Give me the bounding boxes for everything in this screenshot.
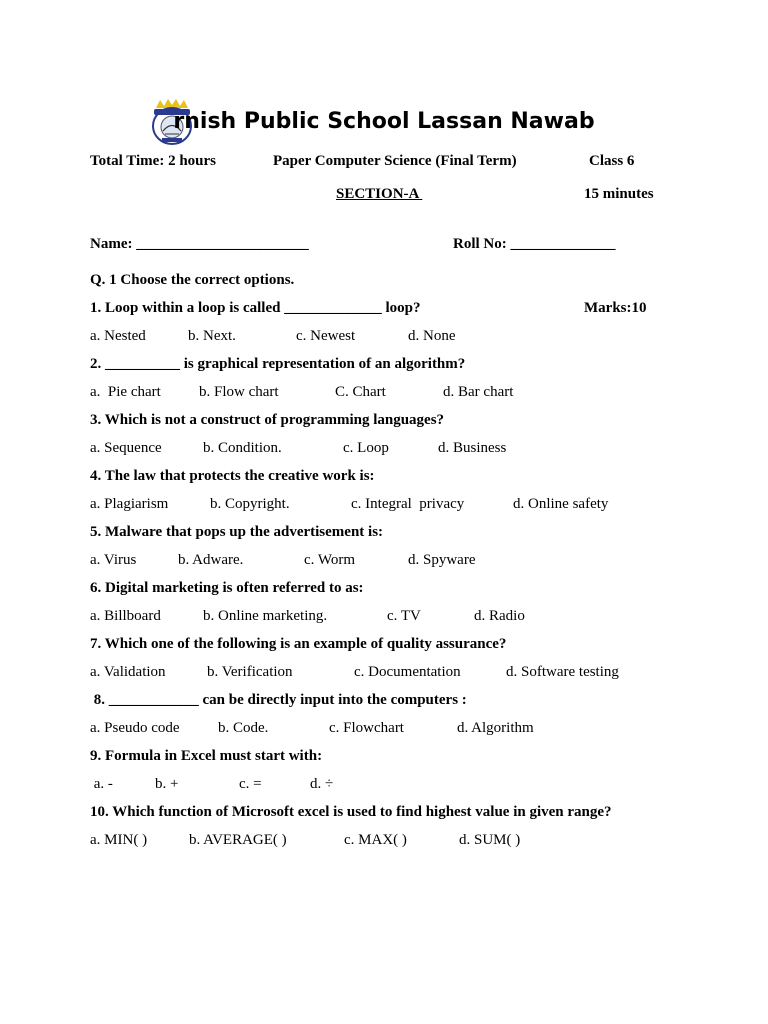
question-2 (90, 355, 690, 411)
option-c: c. Loop (343, 440, 389, 456)
option-b: b. Online marketing. (203, 608, 328, 624)
option-a: a. Nested (90, 328, 146, 344)
option-a: a. - (90, 776, 113, 792)
question-text: 5. Malware that pops up the advertisement is: (90, 524, 384, 540)
option-c: c. TV (387, 608, 421, 624)
option-d: d. None (408, 328, 456, 344)
question-text: 1. Loop within a loop is called _____________ loop? (90, 300, 421, 316)
option-c: c. Integral privacy (351, 496, 465, 512)
option-a: a. Virus (90, 552, 137, 568)
question-list (90, 299, 690, 859)
option-a: a. Validation (90, 664, 166, 680)
option-c: c. MAX( ) (344, 832, 407, 848)
option-a: a. Pseudo code (90, 720, 180, 736)
option-d: d. Spyware (408, 552, 476, 568)
section-heading: SECTION-A (336, 186, 423, 202)
option-c: c. Flowchart (329, 720, 404, 736)
option-c: c. Newest (296, 328, 356, 344)
option-c: C. Chart (335, 384, 386, 400)
question-text: 3. Which is not a construct of programming languages? (90, 412, 445, 428)
question-6 (90, 579, 690, 635)
section-time: 15 minutes (584, 186, 654, 202)
question-1 (90, 299, 690, 355)
question-text: 8. ____________ can be directly input into the computers : (90, 692, 467, 708)
options-row (90, 439, 690, 467)
question-7 (90, 635, 690, 691)
option-d: d. Algorithm (457, 720, 534, 736)
options-row (90, 663, 690, 691)
options-row (90, 775, 690, 803)
options-row (90, 327, 690, 355)
option-a: a. Sequence (90, 440, 162, 456)
class-label: Class 6 (589, 153, 635, 169)
question-4 (90, 467, 690, 523)
option-a: a. Plagiarism (90, 496, 169, 512)
name-field-label: Name: _______________________ (90, 236, 309, 252)
question-9 (90, 747, 690, 803)
question-text: 9. Formula in Excel must start with: (90, 748, 323, 764)
option-a: a. Pie chart (90, 384, 161, 400)
question-text: 7. Which one of the following is an example of quality assurance? (90, 636, 507, 652)
option-a: a. MIN( ) (90, 832, 148, 848)
option-d: d. ÷ (310, 776, 334, 792)
option-b: b. Next. (188, 328, 236, 344)
option-d: d. Radio (474, 608, 525, 624)
question-text: 4. The law that protects the creative work is: (90, 468, 375, 484)
options-row (90, 719, 690, 747)
option-b: b. + (155, 776, 179, 792)
paper-title: Paper Computer Science (Final Term) (273, 153, 517, 169)
question-5 (90, 523, 690, 579)
option-c: c. = (239, 776, 262, 792)
options-row (90, 831, 690, 859)
option-b: b. Verification (207, 664, 293, 680)
question-text: 2. __________ is graphical representation of an algorithm? (90, 356, 466, 372)
options-row (90, 495, 690, 523)
marks-label: Marks:10 (584, 300, 647, 316)
question-text: 6. Digital marketing is often referred to as: (90, 580, 364, 596)
option-d: d. Bar chart (443, 384, 514, 400)
option-b: b. Code. (218, 720, 269, 736)
option-d: d. Software testing (506, 664, 619, 680)
options-row (90, 607, 690, 635)
question-3 (90, 411, 690, 467)
roll-no-field-label: Roll No: ______________ (453, 236, 616, 252)
option-b: b. Copyright. (210, 496, 290, 512)
option-d: d. Business (438, 440, 507, 456)
question-8 (90, 691, 690, 747)
option-b: b. AVERAGE( ) (189, 832, 287, 848)
option-d: d. SUM( ) (459, 832, 521, 848)
option-c: c. Worm (304, 552, 356, 568)
option-b: b. Adware. (178, 552, 244, 568)
options-row (90, 383, 690, 411)
option-b: b. Flow chart (199, 384, 279, 400)
option-c: c. Documentation (354, 664, 461, 680)
option-a: a. Billboard (90, 608, 161, 624)
instruction: Q. 1 Choose the correct options. (90, 272, 295, 288)
option-d: d. Online safety (513, 496, 609, 512)
question-10 (90, 803, 690, 859)
school-name: rnish Public School Lassan Nawab (173, 109, 595, 134)
question-text: 10. Which function of Microsoft excel is used to find highest value in given range? (90, 804, 612, 820)
option-b: b. Condition. (203, 440, 282, 456)
options-row (90, 551, 690, 579)
total-time: Total Time: 2 hours (90, 153, 216, 169)
